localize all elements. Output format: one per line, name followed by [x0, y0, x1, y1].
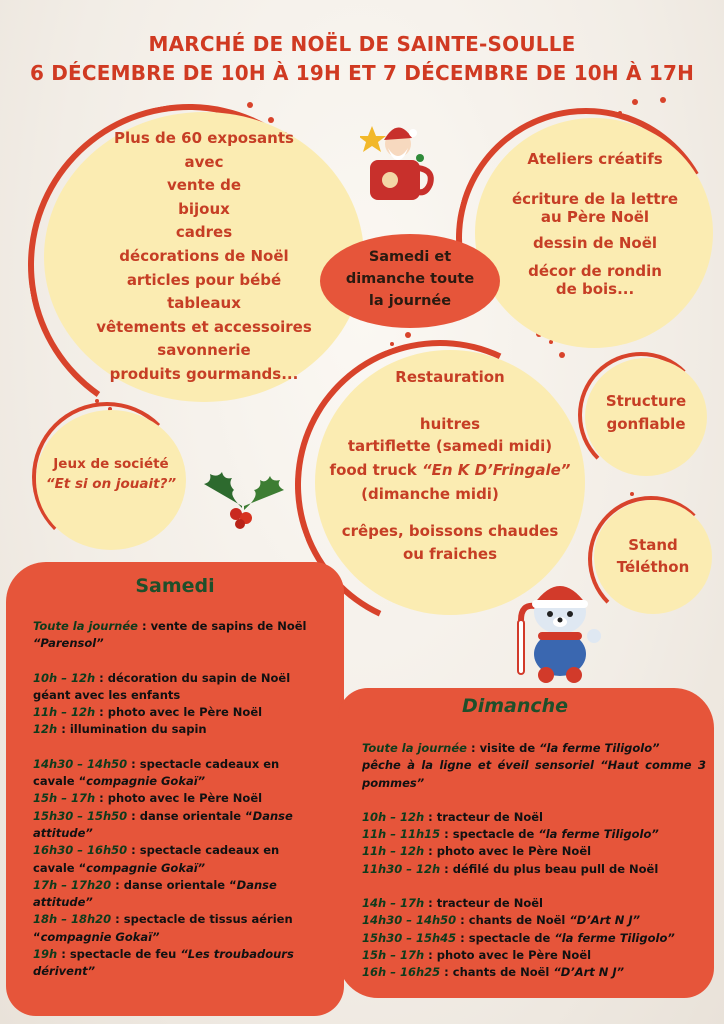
schedule-item — [362, 930, 706, 947]
schedule-text: spectacle cadeaux en cavale “ — [33, 756, 280, 789]
schedule-quote: “Parensol” — [33, 636, 104, 651]
schedule-sep: : — [57, 947, 70, 962]
schedule-quote: “Les troubadours dérivent” — [33, 947, 294, 979]
decor-dot — [632, 99, 638, 105]
schedule-time: 18h – 18h20 — [33, 912, 112, 927]
schedule-quote: “la ferme Tiligolo” — [554, 930, 675, 945]
schedule-text: spectacle de — [468, 930, 555, 945]
schedule-item — [33, 704, 315, 721]
santa-mug-icon — [360, 118, 436, 204]
schedule-sep: : — [424, 947, 437, 962]
schedule-item — [33, 946, 315, 981]
weekend-text: Samedi et dimanche toute la journée — [345, 249, 475, 309]
holly-icon — [198, 462, 288, 532]
decor-dot — [95, 399, 99, 403]
schedule-sep: : — [440, 861, 453, 876]
schedule-quote: “la ferme Tiligolo” — [538, 827, 659, 842]
decor-dot — [268, 117, 274, 123]
decor-dot — [630, 492, 634, 496]
schedule-time: 14h30 – 14h50 — [362, 913, 457, 928]
schedule-extra: pêche à la ligne et éveil sensoriel “Haut comme 3 pommes” — [362, 758, 706, 790]
schedule-sep: : — [137, 619, 151, 633]
schedule-time: 14h30 – 14h50 — [33, 756, 128, 771]
decor-dot — [405, 332, 411, 338]
schedule-sep: : — [95, 705, 108, 720]
schedule-time: 19h — [33, 947, 58, 962]
schedule-sep: : — [456, 930, 469, 945]
schedule-item — [362, 740, 706, 757]
dimanche-schedule — [362, 740, 706, 982]
telethon-text: Stand Téléthon — [616, 536, 690, 576]
schedule-item — [362, 964, 706, 981]
decor-dot — [390, 342, 394, 346]
schedule-item — [33, 670, 315, 705]
schedule-text: photo avec le Père Noël — [107, 791, 263, 806]
schedule-gap — [362, 792, 706, 809]
schedule-text: danse orientale “ — [139, 808, 253, 823]
schedule-text: photo avec le Père Noël — [436, 844, 592, 859]
schedule-time: 15h – 17h — [362, 947, 425, 962]
schedule-item — [362, 895, 706, 912]
schedule-time: 17h – 17h20 — [33, 877, 112, 892]
schedule-item — [33, 790, 315, 807]
schedule-item — [33, 756, 315, 791]
bear-icon — [510, 574, 610, 684]
schedule-text: photo avec le Père Noël — [107, 705, 263, 720]
decor-dot — [247, 102, 253, 108]
exposants-list: Plus de 60 exposants avec vente de bijoux cadres décorations de Noël articles pour bébé tableaux vêtements et accessoires savonnerie produits gourmands... — [96, 129, 312, 383]
schedule-quote: Danse attitude” — [33, 877, 277, 910]
schedule-sep: : — [57, 722, 70, 737]
schedule-time: 15h – 17h — [33, 791, 96, 806]
schedule-time: Toute la journée — [362, 741, 467, 755]
schedule-text: visite de — [479, 741, 540, 755]
schedule-sep: : — [127, 756, 140, 771]
ateliers-item: dessin de Noël — [532, 234, 658, 252]
schedule-time: 11h – 11h15 — [362, 827, 441, 842]
schedule-sep: : — [424, 809, 437, 824]
page-subtitle: 6 DÉCEMBRE DE 10H À 19H ET 7 DÉCEMBRE DE 10H À 17H — [29, 61, 695, 85]
schedule-text: spectacle de feu — [69, 947, 181, 962]
schedule-text: spectacle de — [452, 827, 539, 842]
schedule-text: tracteur de Noël — [436, 809, 543, 824]
schedule-quote: “D’Art N J” — [569, 913, 641, 928]
samedi-schedule — [33, 618, 315, 981]
schedule-text: chants de Noël — [468, 913, 570, 928]
schedule-text: défilé du plus beau pull de Noël — [452, 861, 659, 876]
restauration-item: (dimanche midi) — [361, 485, 499, 503]
ateliers-title: Ateliers créatifs — [527, 150, 663, 168]
schedule-text: danse orientale “ — [123, 877, 237, 892]
ateliers-item: décor de rondin de bois... — [528, 262, 662, 298]
schedule-item — [362, 826, 706, 843]
schedule-time: 14h – 17h — [362, 896, 425, 911]
decor-dot — [618, 111, 622, 115]
schedule-text: vente de sapins de Noël — [150, 619, 307, 633]
schedule-quote: compagnie Gokaï” — [86, 860, 206, 875]
jeux-title: Jeux de société — [53, 456, 169, 472]
restauration-item: huitres — [419, 415, 481, 433]
schedule-item — [362, 912, 706, 929]
schedule-sep: : — [440, 827, 453, 842]
restauration-item: food truck “En K D’Fringale” — [329, 461, 571, 479]
schedule-sep: : — [424, 844, 437, 859]
schedule-text: tracteur de Noël — [436, 896, 543, 911]
jeux-name: “Et si on jouait?” — [45, 476, 177, 492]
schedule-sep: : — [440, 965, 453, 980]
schedule-time: 10h – 12h — [33, 670, 96, 685]
schedule-sep: : — [466, 741, 480, 755]
schedule-time: 11h – 12h — [33, 705, 96, 720]
restauration-title: Restauration — [395, 368, 505, 386]
schedule-quote: compagnie Gokaï” — [86, 774, 206, 789]
schedule-time: 11h – 12h — [362, 844, 425, 859]
schedule-time: 15h30 – 15h50 — [33, 808, 128, 823]
schedule-quote: “D’Art N J” — [553, 965, 625, 980]
decor-dot — [660, 97, 666, 103]
schedule-sep: : — [127, 808, 140, 823]
ateliers-item: écriture de la lettre au Père Noël — [511, 190, 679, 226]
schedule-text: photo avec le Père Noël — [436, 947, 592, 962]
schedule-sep: : — [424, 896, 437, 911]
schedule-quote: Danse attitude” — [33, 808, 293, 840]
schedule-sep: : — [95, 791, 108, 806]
schedule-sep: : — [95, 670, 108, 685]
schedule-time: 12h — [33, 722, 58, 737]
schedule-item — [33, 721, 315, 738]
schedule-gap — [362, 878, 706, 895]
schedule-time: 16h30 – 16h50 — [33, 843, 128, 858]
schedule-gap — [33, 653, 315, 670]
schedule-item — [33, 808, 315, 843]
schedule-item — [362, 809, 706, 826]
schedule-sep: : — [127, 843, 140, 858]
schedule-time: 15h30 – 15h45 — [362, 930, 457, 945]
schedule-time: 10h – 12h — [362, 809, 425, 824]
schedule-time: 16h – 16h25 — [362, 965, 441, 980]
schedule-item — [33, 877, 315, 912]
schedule-item — [362, 861, 706, 878]
schedule-text: décoration du sapin de Noël géant avec les enfants — [33, 670, 291, 702]
dimanche-title: Dimanche — [461, 695, 569, 717]
schedule-text: spectacle de tissus aérien “ — [33, 912, 293, 944]
schedule-sep: : — [111, 912, 124, 927]
schedule-text: spectacle cadeaux en cavale “ — [33, 843, 280, 875]
samedi-title: Samedi — [135, 575, 215, 597]
schedule-sep: : — [456, 913, 469, 928]
schedule-item — [33, 842, 315, 877]
decor-dot — [559, 352, 565, 358]
schedule-gap — [33, 739, 315, 756]
schedule-quote: compagnie Gokaï” — [40, 929, 160, 944]
schedule-item — [362, 843, 706, 860]
schedule-quote: “la ferme Tiligolo” — [539, 741, 660, 755]
structure-text: Structure gonflable — [605, 392, 687, 433]
schedule-sep: : — [111, 877, 124, 892]
schedule-item — [33, 618, 315, 653]
schedule-item — [33, 911, 315, 946]
schedule-item — [362, 947, 706, 964]
schedule-text: chants de Noël — [452, 965, 554, 980]
restauration-item: tartiflette (samedi midi) — [347, 437, 553, 455]
page-title: MARCHÉ DE NOËL DE SAINTE-SOULLE — [148, 32, 576, 56]
schedule-time: Toute la journée — [33, 619, 138, 633]
restauration-item: crêpes, boissons chaudes ou fraiches — [341, 522, 559, 563]
schedule-time: 11h30 – 12h — [362, 861, 441, 876]
schedule-text: illumination du sapin — [69, 722, 207, 737]
